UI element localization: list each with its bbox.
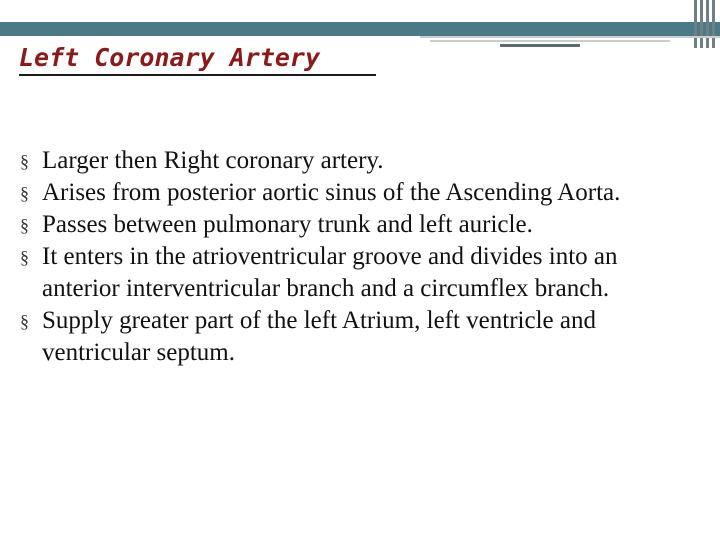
bullet-marker-icon: § <box>20 151 29 171</box>
bullet-marker-icon: § <box>20 311 29 331</box>
bullet-marker-icon: § <box>20 215 29 235</box>
bullet-text: Larger then Right coronary artery. <box>42 147 384 174</box>
bullet-marker-icon: § <box>20 247 29 267</box>
top-band-teal <box>0 22 720 36</box>
decorative-stripe <box>706 0 709 48</box>
decorative-stripe <box>700 0 703 48</box>
list-item <box>20 145 700 177</box>
bullet-text: It enters in the atrioventricular groove and divides into an anterior interventricular branch and a circumflex branch. <box>42 243 618 302</box>
bullet-text: Arises from posterior aortic sinus of the Ascending Aorta. <box>42 179 621 206</box>
slide-title: Left Coronary Artery <box>19 43 321 72</box>
title-underline <box>19 74 376 76</box>
decorative-rule <box>500 44 580 47</box>
list-item <box>20 241 700 305</box>
decorative-stripe <box>712 0 715 48</box>
list-item <box>20 177 700 209</box>
decorative-stripe <box>694 0 697 48</box>
top-band-light <box>0 0 720 22</box>
bullet-text: Supply greater part of the left Atrium, left ventricle and ventricular septum. <box>42 307 596 366</box>
list-item <box>20 305 700 369</box>
decorative-rule <box>430 40 670 42</box>
bullet-marker-icon: § <box>20 183 29 203</box>
list-item <box>20 209 700 241</box>
bullet-list <box>20 145 700 369</box>
bullet-text: Passes between pulmonary trunk and left auricle. <box>42 211 533 238</box>
decorative-rule <box>420 36 720 38</box>
